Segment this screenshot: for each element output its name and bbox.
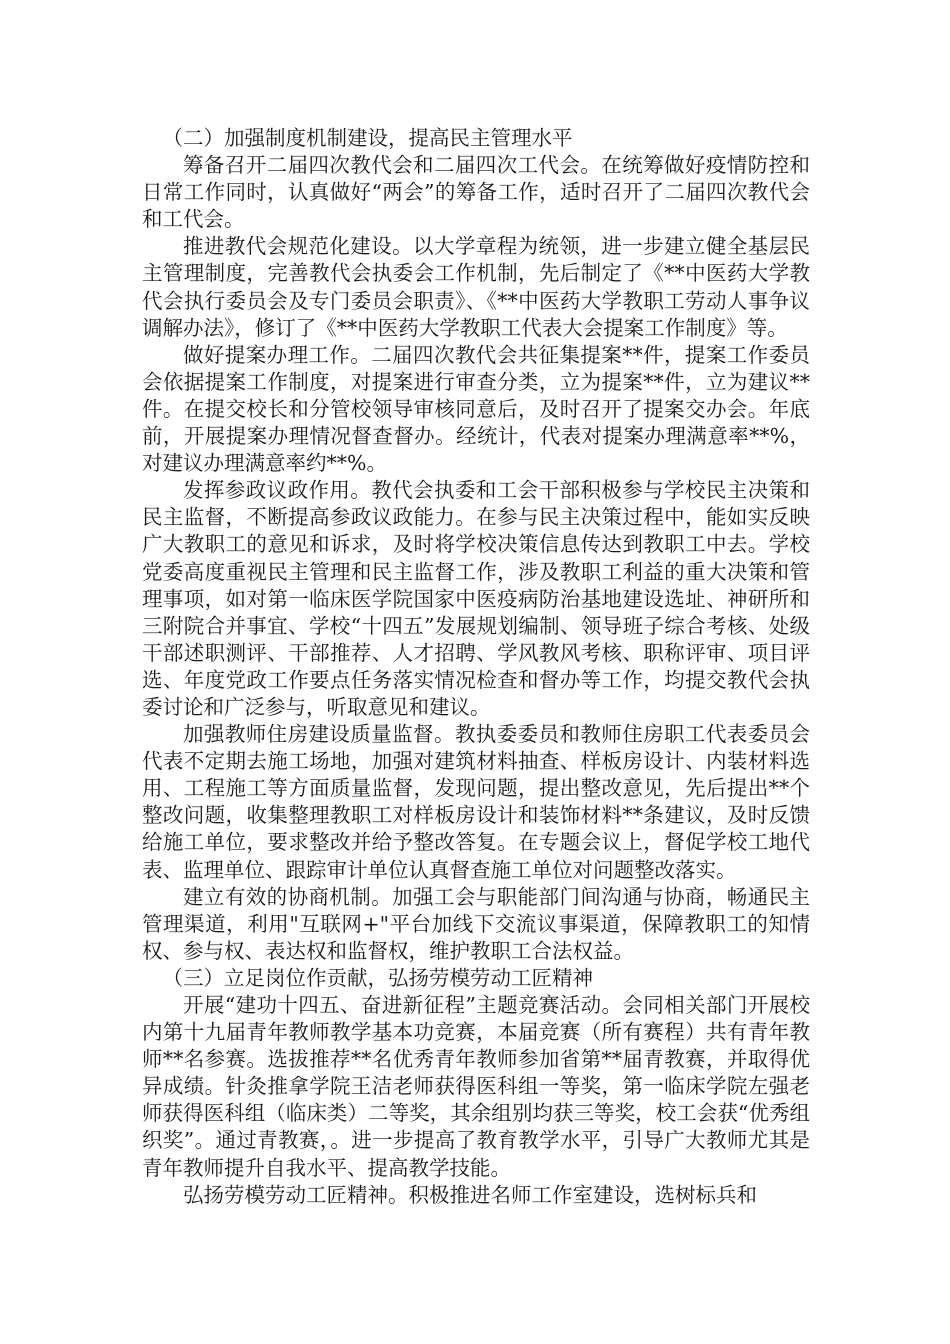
paragraph-participation: 发挥参政议政作用。教代会执委和工会干部积极参与学校民主决策和民主监督，不断提高参政议政能力。在参与民主决策过程中，能如实反映广大教职工的意见和诉求，及时将学校决策信息传达到教职工中去。学校党委高度重视民主管理和民主监督工作，涉及教职工利益的重大决策和管理事项，如对第一临床医学院国家中医疫病防治基地建设选址、神研所和三附院合并事宜、学校“十四五”发展规划编制、领导班子综合考核、处级干部述职测评、干部推荐、人才招聘、学风教风考核、职称评审、项目评选、年度党政工作要点任务落实情况检查和督办等工作，均提交教代会执委讨论和广泛参与，听取意见和建议。 [142,478,810,719]
paragraph-competition: 开展“建功十四五、奋进新征程”主题竞赛活动。会同相关部门开展校内第十九届青年教师教学基本功竞赛，本届竞赛（所有赛程）共有青年教师**名参赛。选拔推荐**名优秀青年教师参加省第**届青教赛，并取得优异成绩。针灸推拿学院王洁老师获得医科组一等奖，第一临床学院左强老师获得医科组（临床类）二等奖，其余组别均获三等奖，校工会获“优秀组织奖”。通过青教赛，。进一步提高了教育教学水平，引导广大教师尤其是青年教师提升自我水平、提高教学技能。 [142,993,810,1180]
section-heading-3: （三）立足岗位作贡献，弘扬劳模劳动工匠精神 [162,965,593,990]
paragraph-housing-supervision: 加强教师住房建设质量监督。教执委委员和教师住房职工代表委员会代表不定期去施工场地，加强对建筑材料抽查、样板房设计、内装材料选用、工程施工等方面质量监督，发现问题，提出整改意见，先后提出**个整改问题，收集整理教职工对样板房设计和装饰材料**条建议，及时反馈给施工单位，要求整改并给予整改答复。在专题会议上，督促学校工地代表、监理单位、跟踪审计单位认真督查施工单位对问题整改落实。 [142,722,810,882]
paragraph-consultation-mechanism: 建立有效的协商机制。加强工会与职能部门间沟通与协商，畅通民主管理渠道，利用"互联网+"平台加线下交流议事渠道，保障教职工的知情权、参与权、表达权和监督权，维护教职工合法权益。 [142,884,810,963]
document-body [142,125,810,1209]
paragraph-model-worker-spirit: 弘扬劳模劳动工匠精神。积极推进名师工作室建设，选树标兵和 [183,1182,757,1207]
paragraph-proposal-handling: 做好提案办理工作。二届四次教代会共征集提案**件，提案工作委员会依据提案工作制度，对提案进行审查分类，立为提案**件，立为建议**件。在提交校长和分管校领导审核同意后，及时召开了提案交办会。年底前，开展提案办理情况督查督办。经统计，代表对提案办理满意率**%，对建议办理满意率约**%。 [142,342,810,476]
paragraph-congress-standardization: 推进教代会规范化建设。以大学章程为统领，进一步建立健全基层民主管理制度，完善教代会执委会工作机制，先后制定了《**中医药大学教代会执行委员会及专门委员会职责》、《**中医药大学教职工劳动人事争议调解办法》，修订了《**中医药大学教职工代表大会提案工作制度》等。 [142,234,810,340]
paragraph-congress-preparation: 筹备召开二届四次教代会和二届四次工代会。在统筹做好疫情防控和日常工作同时，认真做好“两会”的筹备工作，适时召开了二届四次教代会和工代会。 [142,153,810,232]
section-heading-2: （二）加强制度机制建设，提高民主管理水平 [162,126,573,150]
